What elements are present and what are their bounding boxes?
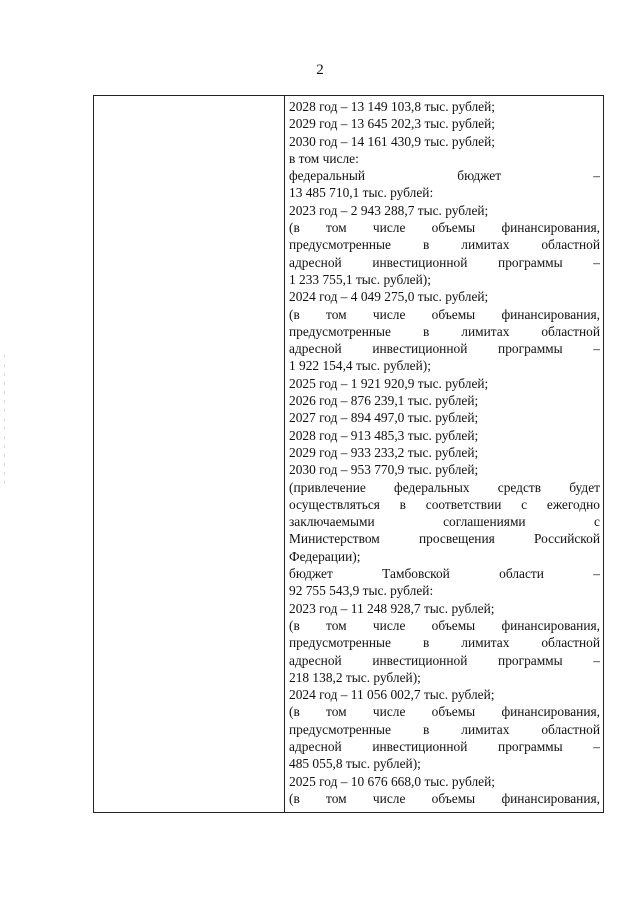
table-left-cell [94,96,285,812]
funding-text-line: адресной инвестиционной программы – [289,341,600,357]
funding-text-line: 2029 год – 933 233,2 тыс. рублей; [289,444,479,460]
funding-text-line: 2030 год – 14 161 430,9 тыс. рублей; [289,133,495,149]
page-number: 2 [316,62,324,78]
funding-text-line: (в том числе объемы финансирования, [289,306,600,322]
funding-text-line: 2023 год – 2 943 288,7 тыс. рублей; [289,202,489,218]
funding-text-line: предусмотренные в лимитах областной [289,237,600,253]
funding-text-line: осуществляться в соответствии с ежегодно [289,496,600,512]
funding-text-line: адресной инвестиционной программы – [289,738,600,754]
funding-text-line: Федерации); [289,548,361,564]
funding-text-line: предусмотренные в лимитах областной [289,635,600,651]
funding-text-line: 2027 год – 894 497,0 тыс. рублей; [289,410,479,426]
funding-text-line: 2024 год – 11 056 002,7 тыс. рублей; [289,687,495,703]
funding-text-line: (в том числе объемы финансирования, [289,790,600,806]
funding-text-line: (в том числе объемы финансирования, [289,220,600,236]
funding-text-line: 2028 год – 13 149 103,8 тыс. рублей; [289,99,495,114]
funding-text-line: 218 138,2 тыс. рублей); [289,669,421,685]
funding-text-line: 2030 год – 953 770,9 тыс. рублей; [289,462,479,478]
funding-text-line: предусмотренные в лимитах областной [289,721,600,737]
funding-text-line: 2028 год – 913 485,3 тыс. рублей; [289,427,479,443]
funding-text-line: (в том числе объемы финансирования, [289,704,600,720]
funding-text-line: адресной инвестиционной программы – [289,254,600,270]
table-right-cell [285,96,603,812]
funding-text-line: в том числе: [289,150,359,166]
funding-text-line: адресной инвестиционной программы – [289,652,600,668]
scan-artifact [4,355,5,485]
funding-text-line: 2029 год – 13 645 202,3 тыс. рублей; [289,116,495,132]
funding-text-line: бюджет Тамбовской области – [289,566,600,582]
funding-text-line: (в том числе объемы финансирования, [289,617,600,633]
funding-text-line: 1 233 755,1 тыс. рублей); [289,271,431,287]
funding-text-line: 2025 год – 10 676 668,0 тыс. рублей; [289,773,495,789]
funding-text-line: заключаемыми соглашениями с [289,514,600,530]
funding-text-line: Министерством просвещения Российской [289,531,600,547]
funding-text-line: федеральный бюджет – [289,168,600,184]
funding-text-line: 2025 год – 1 921 920,9 тыс. рублей; [289,375,489,391]
funding-text-line: 2024 год – 4 049 275,0 тыс. рублей; [289,289,489,305]
funding-text-line: 92 755 543,9 тыс. рублей: [289,583,434,599]
funding-text-line: (привлечение федеральных средств будет [289,479,600,495]
funding-text-line: 1 922 154,4 тыс. рублей); [289,358,431,374]
funding-table [93,95,604,813]
funding-text-line: 13 485 710,1 тыс. рублей: [289,185,434,201]
funding-text-line: предусмотренные в лимитах областной [289,323,600,339]
funding-text-line: 485 055,8 тыс. рублей); [289,756,421,772]
funding-text-line: 2026 год – 876 239,1 тыс. рублей; [289,393,479,409]
funding-text-line: 2023 год – 11 248 928,7 тыс. рублей; [289,600,495,616]
